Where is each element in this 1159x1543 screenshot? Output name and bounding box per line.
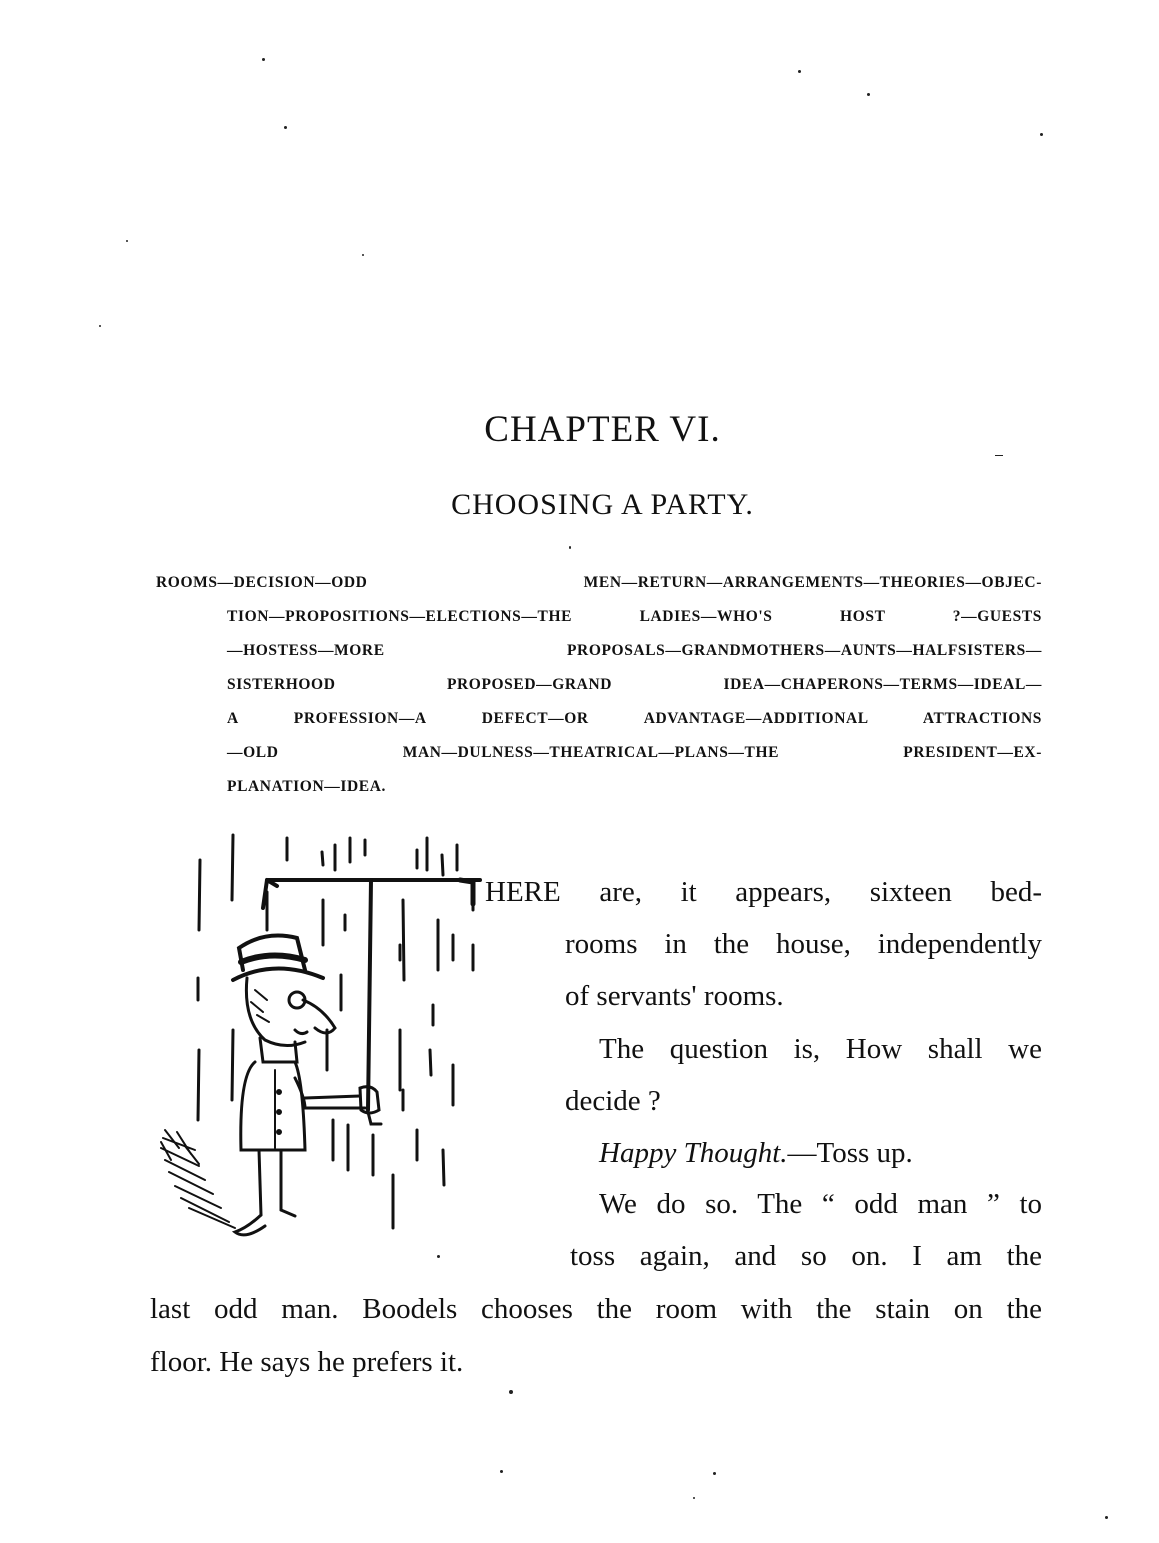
page-speck <box>1040 133 1043 136</box>
body-text-line: toss again, and so on. I am the <box>570 1240 1042 1272</box>
page-speck <box>362 254 364 256</box>
drop-cap-illustration <box>155 830 485 1240</box>
body-text-line: rooms in the house, independently <box>565 928 1042 960</box>
body-text-line: floor. He says he prefers it. <box>150 1346 464 1378</box>
body-text-line: decide ? <box>565 1085 661 1117</box>
page-speck <box>262 58 265 61</box>
chapter-synopsis <box>156 566 1042 804</box>
page-speck <box>1105 1516 1108 1519</box>
chapter-title: CHOOSING A PARTY. <box>451 488 754 521</box>
synopsis-line: ROOMS—DECISION—ODD MEN—RETURN—ARRANGEMENTS—THEORIES—OBJEC- <box>156 574 1042 591</box>
page-speck <box>500 1470 503 1473</box>
page-speck <box>509 1390 513 1394</box>
happy-thought-italic: Happy Thought. <box>599 1137 788 1169</box>
synopsis-line: —HOSTESS—MORE PROPOSALS—GRANDMOTHERS—AUNTS—HALFSISTERS— <box>227 642 1042 659</box>
body-text-line <box>599 1127 1042 1179</box>
page-speck <box>99 325 101 327</box>
page-speck <box>867 93 870 96</box>
synopsis-line: A PROFESSION—A DEFECT—OR ADVANTAGE—ADDITIONAL ATTRACTIONS <box>227 710 1042 727</box>
synopsis-line: PLANATION—IDEA. <box>227 778 386 795</box>
page-speck <box>798 70 801 73</box>
body-text-line: The question is, How shall we <box>599 1033 1042 1065</box>
synopsis-line: —OLD MAN—DULNESS—THEATRICAL—PLANS—THE PRESIDENT—EX- <box>227 744 1042 761</box>
page-speck <box>126 240 128 242</box>
body-text-line: We do so. The “ odd man ” to <box>599 1188 1042 1220</box>
happy-thought-rest: —Toss up. <box>787 1137 913 1169</box>
page-speck <box>284 126 287 129</box>
body-text-line: last odd man. Boodels chooses the room with the stain on the <box>150 1293 1042 1325</box>
synopsis-line: TION—PROPOSITIONS—ELECTIONS—THE LADIES—WHO'S HOST ?—GUESTS <box>227 608 1042 625</box>
page-speck <box>569 546 571 549</box>
page-speck <box>713 1472 716 1475</box>
body-text-line: of servants' rooms. <box>565 980 784 1012</box>
page-speck <box>995 455 1003 456</box>
chapter-heading: CHAPTER VI. <box>484 409 721 450</box>
page-speck <box>693 1497 695 1499</box>
body-text-line: HERE are, it appears, sixteen bed- <box>485 876 1042 908</box>
synopsis-line: SISTERHOOD PROPOSED—GRAND IDEA—CHAPERONS—TERMS—IDEAL— <box>227 676 1042 693</box>
page-speck <box>437 1255 440 1258</box>
